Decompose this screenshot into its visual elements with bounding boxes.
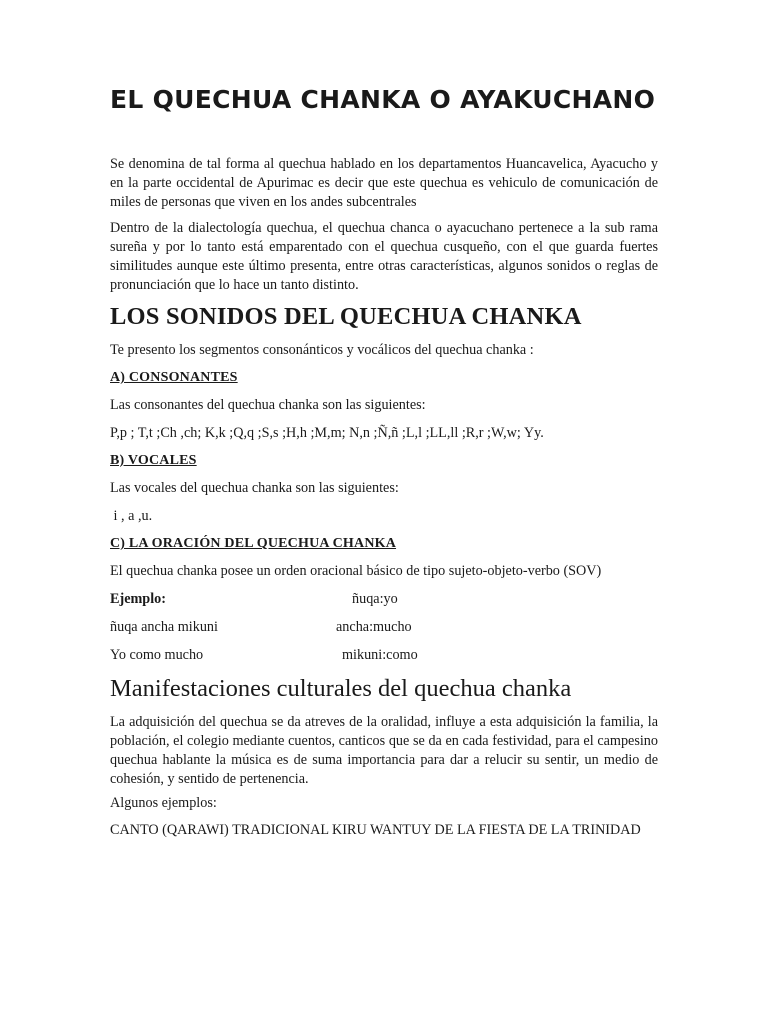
vocales-text: Las vocales del quechua chanka son las siguientes: xyxy=(110,480,399,496)
consonantes-label: A) CONSONANTES xyxy=(110,370,238,385)
ejemplo-spanish: Yo como mucho xyxy=(110,647,204,663)
algunos-ejemplos: Algunos ejemplos: xyxy=(110,795,217,811)
ejemplo-gloss: ñuqa:yo xyxy=(352,591,398,607)
sonidos-intro: Te presento los segmentos consonánticos y vocálicos del quechua chanka : xyxy=(110,342,534,358)
ejemplo-gloss: mikuni:como xyxy=(342,647,418,663)
ejemplo-label: Ejemplo: xyxy=(110,591,166,607)
section-heading-manifestaciones: Manifestaciones culturales del quechua chanka xyxy=(110,675,572,702)
consonantes-list: P,p ; T,t ;Ch ,ch; K,k ;Q,q ;S,s ;H,h ;M,m; N,n ;Ñ,ñ ;L,l ;LL,ll ;R,r ;W,w; Yy. xyxy=(110,425,544,441)
manifestaciones-paragraph: La adquisición del quechua se da atreves de la oralidad, influye a esta adquisición la familia, la población, el colegio mediante cuentos, canticos que se da en cada festividad, para el campesino quechua hablante la música es de suma importancia para dar a relucir su sentir, un medio de cohesión, y sentido de pertenencia. xyxy=(110,714,658,787)
consonantes-text: Las consonantes del quechua chanka son las siguientes: xyxy=(110,397,426,413)
intro-paragraph-1: Se denomina de tal forma al quechua hablado en los departamentos Huancavelica, Ayacucho y en la parte occidental de Apurimac es decir que este quechua es vehiculo de comunicación de miles de personas que viven en los andes subcentrales xyxy=(110,156,658,210)
intro-paragraph-2: Dentro de la dialectología quechua, el quechua chanca o ayacuchano pertenece a la sub rama sureña y por lo tanto está emparentado con el quechua cusqueño, con el que guarda fuertes similitudes aunque este último presenta, entre otras características, algunos sonidos o reglas de pronunciación que lo hace un tanto distinto. xyxy=(110,220,658,293)
oracion-label: C) LA ORACIÓN DEL QUECHUA CHANKA xyxy=(110,536,397,551)
vocales-label: B) VOCALES xyxy=(110,453,197,468)
section-heading-sonidos: LOS SONIDOS DEL QUECHUA CHANKA xyxy=(110,303,582,330)
ejemplo-gloss: ancha:mucho xyxy=(336,619,412,635)
canto-title: CANTO (QARAWI) TRADICIONAL KIRU WANTUY DE LA FIESTA DE LA TRINIDAD xyxy=(110,822,641,838)
vocales-list: i , a ,u. xyxy=(110,508,153,524)
ejemplo-quechua: ñuqa ancha mikuni xyxy=(110,619,218,635)
document-title: EL QUECHUA CHANKA O AYAKUCHANO xyxy=(110,85,656,114)
oracion-text: El quechua chanka posee un orden oracional básico de tipo sujeto-objeto-verbo (SOV) xyxy=(110,563,602,579)
